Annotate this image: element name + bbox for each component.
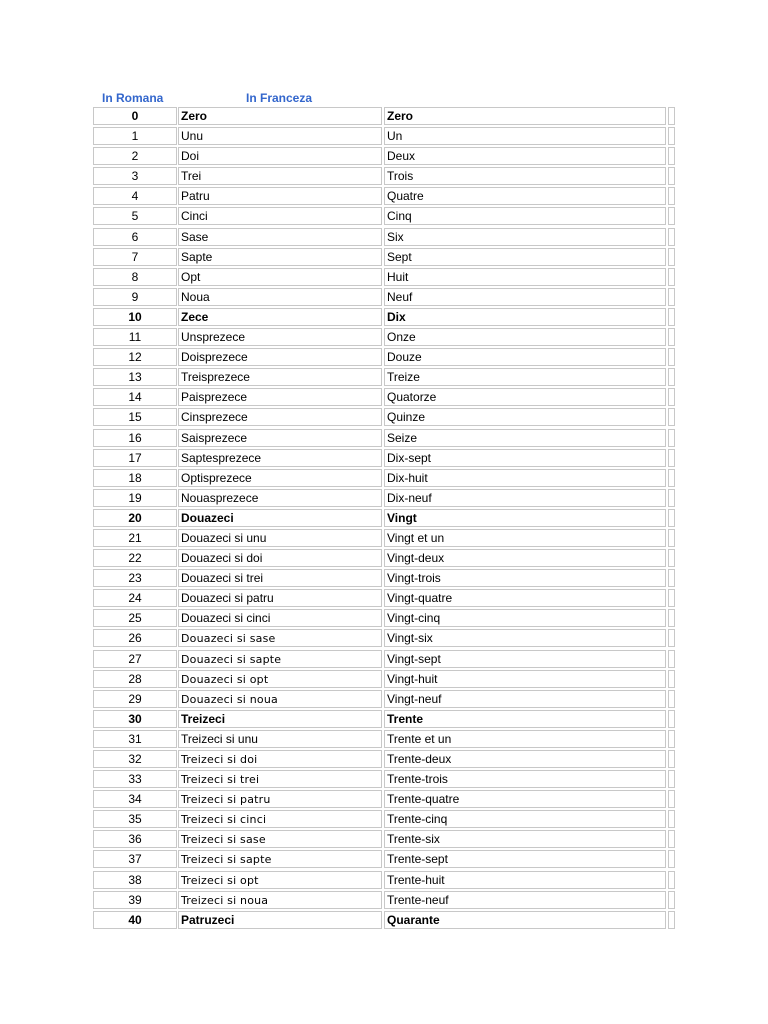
number-cell: 0 [93,107,177,125]
number-cell: 19 [93,489,177,507]
french-cell: Trente-sept [384,850,666,868]
romanian-cell: Treizeci si opt [178,871,382,889]
romanian-cell: Patru [178,187,382,205]
french-cell: Quatre [384,187,666,205]
empty-cell [668,107,675,125]
romanian-cell: Paisprezece [178,388,382,406]
empty-cell [668,629,675,647]
empty-cell [668,569,675,587]
french-cell: Trente-cinq [384,810,666,828]
french-cell: Zero [384,107,666,125]
empty-cell [668,750,675,768]
empty-cell [668,790,675,808]
number-cell: 11 [93,328,177,346]
romanian-cell: Saptesprezece [178,449,382,467]
empty-cell [668,248,675,266]
romanian-cell: Treizeci si noua [178,891,382,909]
romanian-cell: Treizeci si sapte [178,850,382,868]
french-cell: Vingt-deux [384,549,666,567]
romanian-cell: Treizeci si unu [178,730,382,748]
number-cell: 6 [93,228,177,246]
number-cell: 14 [93,388,177,406]
empty-cell [668,388,675,406]
romanian-cell: Zero [178,107,382,125]
french-cell: Vingt-cinq [384,609,666,627]
french-cell: Deux [384,147,666,165]
empty-cell [668,207,675,225]
french-cell: Vingt-sept [384,650,666,668]
french-cell: Sept [384,248,666,266]
romanian-cell: Douazeci si doi [178,549,382,567]
romanian-cell: Cinsprezece [178,408,382,426]
romanian-cell: Treizeci si patru [178,790,382,808]
empty-cell [668,690,675,708]
number-cell: 22 [93,549,177,567]
french-cell: Neuf [384,288,666,306]
romanian-cell: Trei [178,167,382,185]
romanian-cell: Nouasprezece [178,489,382,507]
french-cell: Quinze [384,408,666,426]
number-cell: 23 [93,569,177,587]
number-cell: 17 [93,449,177,467]
number-cell: 4 [93,187,177,205]
empty-cell [668,871,675,889]
french-cell: Trente-quatre [384,790,666,808]
number-cell: 35 [93,810,177,828]
number-cell: 18 [93,469,177,487]
french-cell: Dix-neuf [384,489,666,507]
number-cell: 36 [93,830,177,848]
french-cell: Trente-deux [384,750,666,768]
empty-cell [668,710,675,728]
empty-cell [668,830,675,848]
french-cell: Trente-trois [384,770,666,788]
romanian-cell: Doisprezece [178,348,382,366]
romanian-cell: Douazeci si noua [178,690,382,708]
empty-cell [668,609,675,627]
empty-cell [668,348,675,366]
french-cell: Vingt-huit [384,670,666,688]
french-cell: Vingt-quatre [384,589,666,607]
romanian-cell: Treizeci si doi [178,750,382,768]
number-cell: 12 [93,348,177,366]
romanian-cell: Douazeci si trei [178,569,382,587]
romanian-cell: Douazeci si sapte [178,650,382,668]
romanian-cell: Treizeci si cinci [178,810,382,828]
number-cell: 24 [93,589,177,607]
empty-cell [668,408,675,426]
french-cell: Dix-huit [384,469,666,487]
empty-cell [668,469,675,487]
romanian-cell: Treizeci [178,710,382,728]
header-romana: In Romana [102,91,164,105]
french-cell: Un [384,127,666,145]
number-cell: 26 [93,629,177,647]
romanian-cell: Unsprezece [178,328,382,346]
number-cell: 27 [93,650,177,668]
romanian-cell: Cinci [178,207,382,225]
empty-cell [668,127,675,145]
empty-cell [668,911,675,929]
french-cell: Dix-sept [384,449,666,467]
number-cell: 32 [93,750,177,768]
romanian-cell: Noua [178,288,382,306]
french-cell: Trente et un [384,730,666,748]
romanian-cell: Sapte [178,248,382,266]
empty-cell [668,509,675,527]
empty-cell [668,529,675,547]
number-cell: 3 [93,167,177,185]
empty-cell [668,770,675,788]
number-cell: 38 [93,871,177,889]
number-cell: 10 [93,308,177,326]
number-cell: 16 [93,429,177,447]
romanian-cell: Treizeci si sase [178,830,382,848]
number-cell: 21 [93,529,177,547]
number-cell: 9 [93,288,177,306]
romanian-cell: Douazeci [178,509,382,527]
romanian-cell: Sase [178,228,382,246]
number-cell: 40 [93,911,177,929]
french-cell: Trois [384,167,666,185]
empty-cell [668,489,675,507]
french-cell: Cinq [384,207,666,225]
number-cell: 25 [93,609,177,627]
french-cell: Vingt et un [384,529,666,547]
empty-cell [668,308,675,326]
empty-cell [668,850,675,868]
number-cell: 29 [93,690,177,708]
romanian-cell: Douazeci si cinci [178,609,382,627]
romanian-cell: Doi [178,147,382,165]
number-cell: 7 [93,248,177,266]
number-cell: 34 [93,790,177,808]
number-cell: 33 [93,770,177,788]
romanian-cell: Zece [178,308,382,326]
french-cell: Treize [384,368,666,386]
header-franceza: In Franceza [246,91,313,105]
empty-cell [668,449,675,467]
empty-cell [668,228,675,246]
french-cell: Vingt-six [384,629,666,647]
number-cell: 5 [93,207,177,225]
empty-cell [668,429,675,447]
number-cell: 15 [93,408,177,426]
number-cell: 8 [93,268,177,286]
romanian-cell: Douazeci si patru [178,589,382,607]
empty-cell [668,810,675,828]
french-cell: Vingt-trois [384,569,666,587]
french-cell: Quarante [384,911,666,929]
french-cell: Trente-neuf [384,891,666,909]
number-cell: 39 [93,891,177,909]
french-cell: Dix [384,308,666,326]
romanian-cell: Douazeci si unu [178,529,382,547]
empty-cell [668,147,675,165]
french-cell: Huit [384,268,666,286]
french-cell: Trente-huit [384,871,666,889]
empty-cell [668,187,675,205]
romanian-cell: Opt [178,268,382,286]
number-cell: 28 [93,670,177,688]
romanian-cell: Unu [178,127,382,145]
french-cell: Quatorze [384,388,666,406]
romanian-cell: Douazeci si sase [178,629,382,647]
empty-cell [668,650,675,668]
number-cell: 13 [93,368,177,386]
french-cell: Vingt [384,509,666,527]
number-cell: 20 [93,509,177,527]
french-cell: Seize [384,429,666,447]
number-cell: 37 [93,850,177,868]
number-cell: 1 [93,127,177,145]
romanian-cell: Optisprezece [178,469,382,487]
empty-cell [668,288,675,306]
french-cell: Trente-six [384,830,666,848]
empty-cell [668,328,675,346]
french-cell: Douze [384,348,666,366]
empty-cell [668,670,675,688]
french-cell: Trente [384,710,666,728]
romanian-cell: Saisprezece [178,429,382,447]
french-cell: Onze [384,328,666,346]
empty-cell [668,730,675,748]
number-cell: 30 [93,710,177,728]
empty-cell [668,167,675,185]
empty-cell [668,589,675,607]
french-cell: Six [384,228,666,246]
romanian-cell: Douazeci si opt [178,670,382,688]
empty-cell [668,268,675,286]
number-cell: 2 [93,147,177,165]
romanian-cell: Treizeci si trei [178,770,382,788]
number-cell: 31 [93,730,177,748]
romanian-cell: Treisprezece [178,368,382,386]
empty-cell [668,891,675,909]
empty-cell [668,549,675,567]
romanian-cell: Patruzeci [178,911,382,929]
french-cell: Vingt-neuf [384,690,666,708]
empty-cell [668,368,675,386]
